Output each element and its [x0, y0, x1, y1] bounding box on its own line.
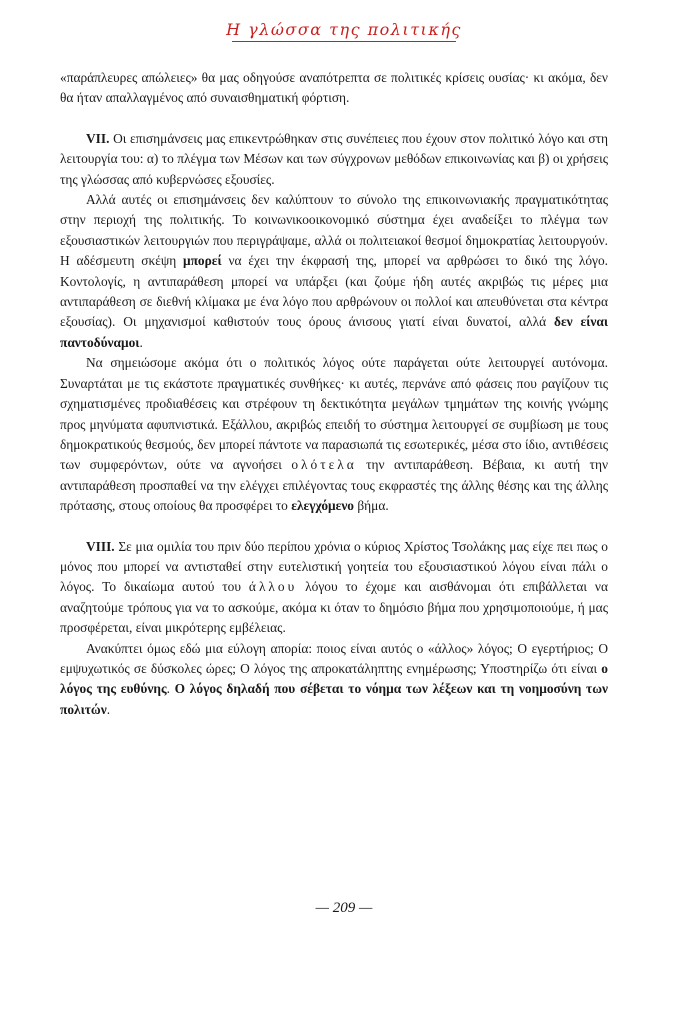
paragraph-text: Οι επισημάνσεις μας επικεντρώθηκαν στις συνέπειες που έχουν στον πολιτικό λόγο και στη λειτουργία του: α) το πλέγμα των Μέσων και των σύγχρονων μεθόδων επικοινωνίας και β) οι χρήσεις της γλώσσας από κυβερνώσες εξουσίες.	[60, 130, 608, 187]
page-number: — 209 —	[315, 900, 373, 916]
text-run: Ανακύπτει όμως εδώ μια εύλογη απορία: ποιος είναι αυτός ο «άλλος» λόγος; Ο εγερτήριος; Ο εμψυχωτικός σε δύσκολες ώρες; Ο λόγος της απροκατάληπτης ενημέρωσης; Υποστηρίζω ότι είναι	[60, 640, 608, 676]
page-body	[60, 68, 608, 720]
text-run: Σε μια ομιλία του πριν δύο περίπου χρόνια ο κύριος Χρίστος Τσολάκης μας είχε πει πως ο μόνος που μπορεί να αντισταθεί στην ευτελιστική γοητεία του εξουσιαστικού λόγου είναι πάλι ο λόγος. Το δικαίωμα αυτού του	[60, 538, 608, 595]
header-title: Η γλώσσα της πολιτικής	[226, 20, 462, 39]
bold-phrase: ο λόγος της ευθύνης	[60, 660, 608, 697]
spaced-word: άλλου	[248, 579, 298, 595]
text-run: .	[139, 334, 143, 350]
bold-phrase: δεν είναι παντοδύναμοι	[60, 314, 608, 350]
text-run: να έχει την έκφρασή της, μπορεί να αρθρώσει το δικό της λόγο. Κοντολογίς, η αντιπαράθεση μπορεί να υπάρξει (και ζούμε ήδη αυτές ακριβώς τις μέρες μια αντιπαράθεση σε διεθνή κλίμακα με ένα λόγο που αρθρώνουν οι πολλοί και απευθύνεται στα κέντρα εξουσίας). Οι μηχανισμοί καθιστούν τους όρους άνισους γιατί είναι δυνατοί, αλλά	[60, 253, 609, 330]
paragraph-continuation	[60, 68, 608, 109]
text-run: βήμα.	[354, 498, 389, 514]
running-header	[0, 20, 688, 39]
section-number: VII.	[86, 130, 110, 146]
spaced-word: ολότελα	[291, 457, 357, 473]
text-run: λόγου το έχομε και αισθάνομαι ότι επιβάλλεται να αναζητούμε τρόπους για να το ασκούμε, ακόμα κι όταν το δημόσιο βήμα που χρησιμοποιούμε, ή μας προσφέρεται, είναι μικρότερης εμβέλειας.	[60, 579, 608, 636]
header-underline	[232, 41, 456, 42]
text-run: την αντιπαράθεση. Βέβαια, κι αυτή την αντιπαράθεση προσπαθεί να την ελέγχει επιλέγοντας τους εκφραστές της άλλης θέσης και της άλλης πρότασης, στους οποίους θα προσφέρει το	[60, 457, 608, 514]
paragraph	[60, 190, 608, 353]
paragraph	[60, 639, 608, 721]
bold-phrase: μπορεί	[183, 253, 222, 269]
text-run: .	[106, 701, 111, 717]
section-number: VIII.	[86, 538, 115, 554]
paragraph	[60, 353, 608, 516]
section-viii-paragraph	[60, 537, 608, 639]
text-run: .	[166, 681, 175, 697]
bold-phrase: ελεγχόμενο	[291, 498, 355, 514]
text-run: Αλλά αυτές οι επισημάνσεις δεν καλύπτουν το σύνολο της επικοινωνιακής πραγματικότητας στην περιοχή της πολιτικής. Το κοινωνικοοικονομικό σύστημα έχει αναδείξει το πλέγμα των εξουσιαστικών λειτουργιών που περιγράψαμε, αλλά οι πολιτειακοί θεσμοί δημοκρατίας λειτουργούν. Η αδέσμευτη σκέψη	[60, 192, 608, 269]
bold-phrase: Ο λόγος δηλαδή που σέβεται το νόημα των λέξεων και τη νοημοσύνη των πολιτών	[60, 681, 608, 717]
section-vii-paragraph	[60, 129, 608, 190]
paragraph-text: «παράπλευρες απώλειες» θα μας οδηγούσε αναπότρεπτα σε πολιτικές κρίσεις ουσίας· κι ακόμα, δεν θα ήταν απαλλαγμένος από συναισθηματική φόρτιση.	[60, 70, 608, 106]
text-run: Να σημειώσομε ακόμα ότι ο πολιτικός λόγος ούτε παράγεται ούτε λειτουργεί αυτόνομα. Συναρτάται με τις εκάστοτε πραγματικές συνθήκες· κι αυτές, περνάνε από φάσεις που ραγίζουν τις σχηματισμένες προδιαθέσεις και στρέφουν τη δεκτικότητα μεγάλων τμημάτων της κοινής γνώμης προς μηνύματα αφυπνιστικά. Εξάλλου, ακριβώς επειδή το σύστημα λειτουργεί σε συμβίωση με τους δημοκρατικούς θεσμούς, δεν μπορεί πάντοτε να παρασιωπά τις εσωτερικές, μέσα στο ίδιο, αντιθέσεις των συμφερόντων, ούτε να αγνοήσει	[60, 355, 608, 473]
